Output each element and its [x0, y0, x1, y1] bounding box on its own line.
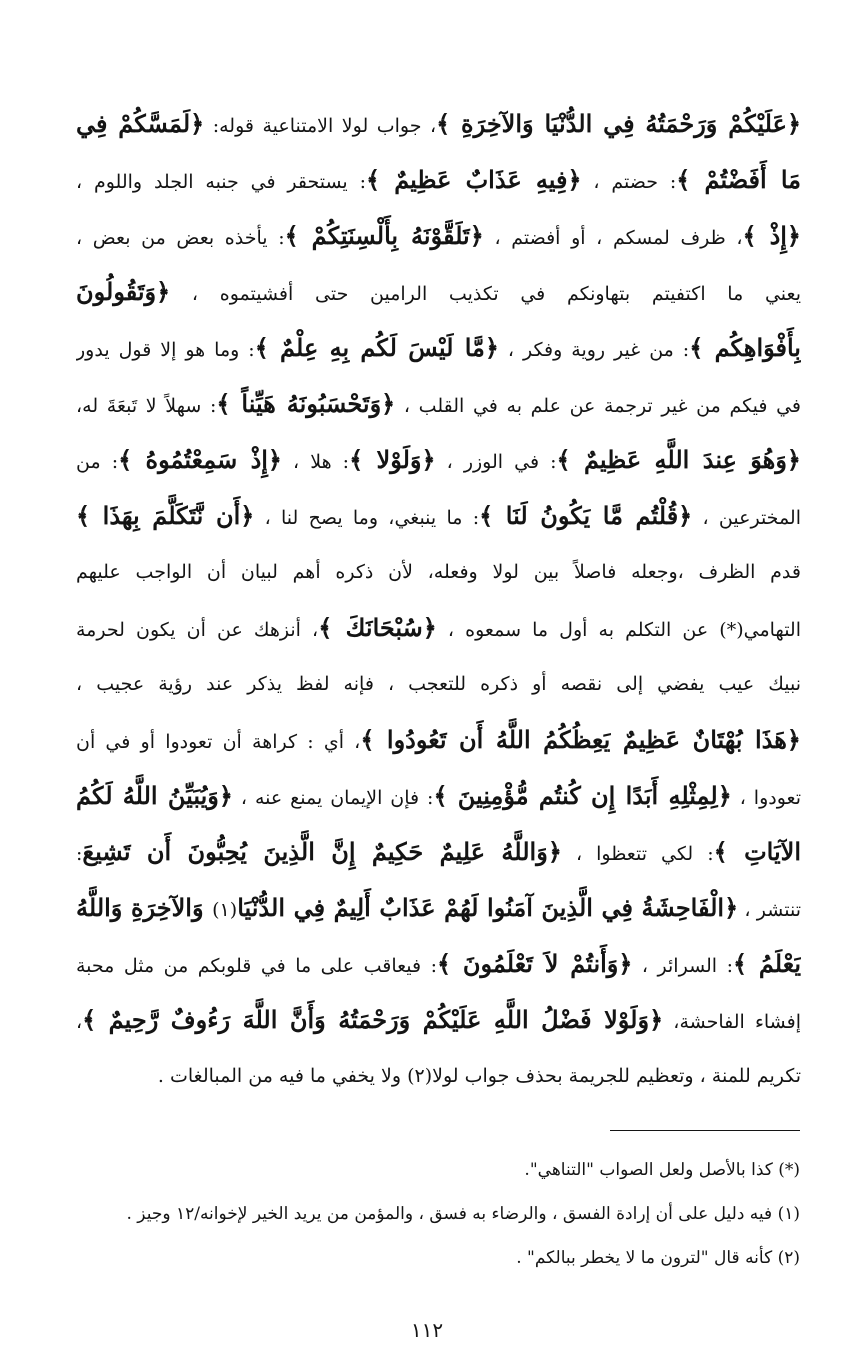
- commentary-text: : ما ينبغي، وما يصح لنا ،: [254, 507, 480, 529]
- text-line: [76, 824, 801, 880]
- text-line: [76, 320, 801, 376]
- commentary-text: تنتشر ،: [738, 899, 801, 921]
- commentary-text: ، أنزهك عن أن يكون لحرمة: [76, 619, 319, 641]
- commentary-text: : سهلاً لا تَبعَةَ له،: [76, 395, 217, 417]
- commentary-text: : حضتم ،: [581, 171, 677, 193]
- text-line: [76, 208, 801, 264]
- text-line: [76, 712, 801, 768]
- text-line: [76, 1048, 801, 1104]
- commentary-text: التهامي(*) عن التكلم به أول ما سمعوه ،: [436, 619, 801, 641]
- quran-quote: بِأَفْوَاهِكُم ﴾: [689, 333, 801, 362]
- quran-quote: ﴿إِذْ ﴾: [742, 221, 801, 250]
- quran-quote: ﴿تَلَقَّوْنَهُ بِأَلْسِنَتِكُمْ ﴾: [284, 221, 484, 250]
- quran-quote: ﴿وَأَنتُمْ لاَ تَعْلَمُونَ ﴾: [437, 949, 633, 978]
- page-number: ١١٢: [410, 1318, 444, 1342]
- quran-quote: ﴿وَلَوْلا فَضْلُ اللَّهِ عَلَيْكُمْ وَرَحْمَتُهُ وَأَنَّ اللَّهَ رَءُوفٌ رَّحِيمٌ ﴾: [82, 1005, 664, 1034]
- commentary-text: ،: [76, 1011, 83, 1033]
- quran-quote: مَا أَفَضْتُمْ ﴾: [676, 165, 801, 194]
- text-line: [76, 432, 801, 488]
- quran-quote: ﴿سُبْحَانَكَ ﴾: [318, 613, 437, 642]
- commentary-text: : في الوزر ،: [435, 451, 557, 473]
- quran-quote: ﴿وَهُوَ عِندَ اللَّهِ عَظِيمٌ ﴾: [556, 445, 801, 474]
- commentary-text: تكريم للمنة ، وتعظيم للجريمة بحذف جواب لولا: [432, 1065, 801, 1087]
- quran-quote: ﴿وَيُبَيِّنُ اللَّهُ لَكُمُ: [76, 781, 233, 810]
- text-line: [76, 656, 801, 712]
- commentary-text: نبيك عيب يفضي إلى نقصه أو ذكره للتعجب ، فإنه لفظ يذكر عند رؤية عجيب ،: [76, 673, 801, 695]
- footnote-2: (٢) كأنه قال "لترون ما لا يخطر ببالكم" .: [516, 1248, 800, 1268]
- quran-quote: ﴿مَّا لَيْسَ لَكُم بِهِ عِلْمٌ ﴾: [254, 333, 499, 362]
- text-line: [76, 880, 801, 936]
- commentary-text: إفشاء الفاحشة،: [663, 1011, 801, 1033]
- text-line: [76, 152, 801, 208]
- quran-quote: وَالآخِرَةِ وَاللَّهُ: [76, 893, 213, 922]
- commentary-text: :: [76, 843, 83, 865]
- text-line: [76, 376, 801, 432]
- commentary-text: المخترعين ،: [692, 507, 801, 529]
- quran-quote: ﴿لِمِثْلِهِ أَبَدًا إِن كُنتُم مُّؤْمِنِينَ ﴾: [433, 781, 732, 810]
- quran-quote: الآيَاتِ ﴾: [713, 837, 801, 866]
- text-line: [76, 96, 801, 152]
- quran-quote: ﴿أَن نَّتَكَلَّمَ بِهَذَا ﴾: [76, 501, 255, 530]
- quran-quote: يَعْلَمُ ﴾: [732, 949, 801, 978]
- quran-quote: ﴿عَلَيْكُمْ وَرَحْمَتُهُ فِي الدُّنْيَا وَالآخِرَةِ ﴾: [436, 109, 801, 138]
- commentary-text: : يستحقر في جنبه الجلد واللوم ،: [76, 171, 366, 193]
- quran-quote: ﴿قُلْتُم مَّا يَكُونُ لَنَا ﴾: [479, 501, 693, 530]
- text-line: [76, 992, 801, 1048]
- commentary-text: ، جواب لولا الامتناعية قوله:: [204, 115, 437, 137]
- quran-quote: ﴿وَتَحْسَبُونَهُ هَيِّناً ﴾: [216, 389, 396, 418]
- commentary-text: : هلا ،: [282, 451, 350, 473]
- footnote-divider: [610, 1130, 800, 1131]
- text-line: [76, 768, 801, 824]
- footnote-star: (*) كذا بالأصل ولعل الصواب "التناهي".: [524, 1160, 800, 1180]
- commentary-text: : وما هو إلا قول يدور: [76, 339, 255, 361]
- quran-quote: ﴿لَمَسَّكُمْ فِي: [76, 109, 205, 138]
- footnotes: [30, 1148, 800, 1280]
- commentary-text: في فيكم من غير ترجمة عن علم به في القلب ،: [395, 395, 801, 417]
- main-text-body: [76, 96, 801, 1104]
- text-line: [76, 264, 801, 320]
- commentary-text: : من: [76, 451, 119, 473]
- quran-quote: ﴿هَذَا بُهْتَانٌ عَظِيمٌ يَعِظُكُمُ اللَّهُ أَن تَعُودُوا ﴾: [360, 725, 801, 754]
- quran-quote: ﴿إِذْ سَمِعْتُمُوهُ ﴾: [118, 445, 282, 474]
- quran-quote: ﴿الْفَاحِشَةُ فِي الَّذِينَ آمَنُوا لَهُمْ عَذَابٌ أَلِيمٌ فِي الدُّنْيَا: [237, 893, 739, 922]
- text-line: [76, 936, 801, 992]
- text-line: [76, 544, 801, 600]
- quran-quote: ﴿وَلَوْلا ﴾: [349, 445, 436, 474]
- commentary-text: تعودوا ،: [731, 787, 801, 809]
- quran-quote: ﴿فِيهِ عَذَابٌ عَظِيمٌ ﴾: [365, 165, 582, 194]
- commentary-text: : من غير روية وفكر ،: [498, 339, 690, 361]
- text-line: [76, 600, 801, 656]
- quran-quote: ﴿وَتَقُولُونَ: [76, 277, 171, 306]
- commentary-text: قدم الظرف ،وجعله فاصلاً بين لولا وفعله، لأن ذكره أهم لبيان أن الواجب عليهم: [76, 561, 801, 583]
- commentary-text: ، أي : كراهة أن تعودوا أو في أن: [76, 731, 361, 753]
- commentary-text: : فإن الإيمان يمنع عنه ،: [232, 787, 434, 809]
- commentary-text: يعني ما اكتفيتم بتهاونكم في تكذيب الرامين حتى أفشيتموه ،: [170, 283, 801, 305]
- commentary-text: : لكي تتعظوا ،: [561, 843, 714, 865]
- commentary-text: (٢): [407, 1065, 433, 1087]
- commentary-text: : السرائر ،: [632, 955, 733, 977]
- commentary-text: : فيعاقب على ما في قلوبكم من مثل محبة: [76, 955, 437, 977]
- commentary-text: (١): [212, 899, 238, 921]
- commentary-text: : يأخذه بعض من بعض ،: [76, 227, 285, 249]
- text-line: [76, 488, 801, 544]
- commentary-text: ولا يخفي ما فيه من المبالغات .: [157, 1065, 408, 1087]
- footnote-1: (١) فيه دليل على أن إرادة الفسق ، والرضاء به فسق ، والمؤمن من يريد الخير لإخوانه/١٢ وجيز .: [126, 1204, 800, 1224]
- quran-quote: ﴿وَاللَّهُ عَلِيمٌ حَكِيمٌ إِنَّ الَّذِينَ يُحِبُّونَ أَن تَشِيعَ: [82, 837, 562, 866]
- commentary-text: ، ظرف لمسكم ، أو أفضتم ،: [483, 227, 743, 249]
